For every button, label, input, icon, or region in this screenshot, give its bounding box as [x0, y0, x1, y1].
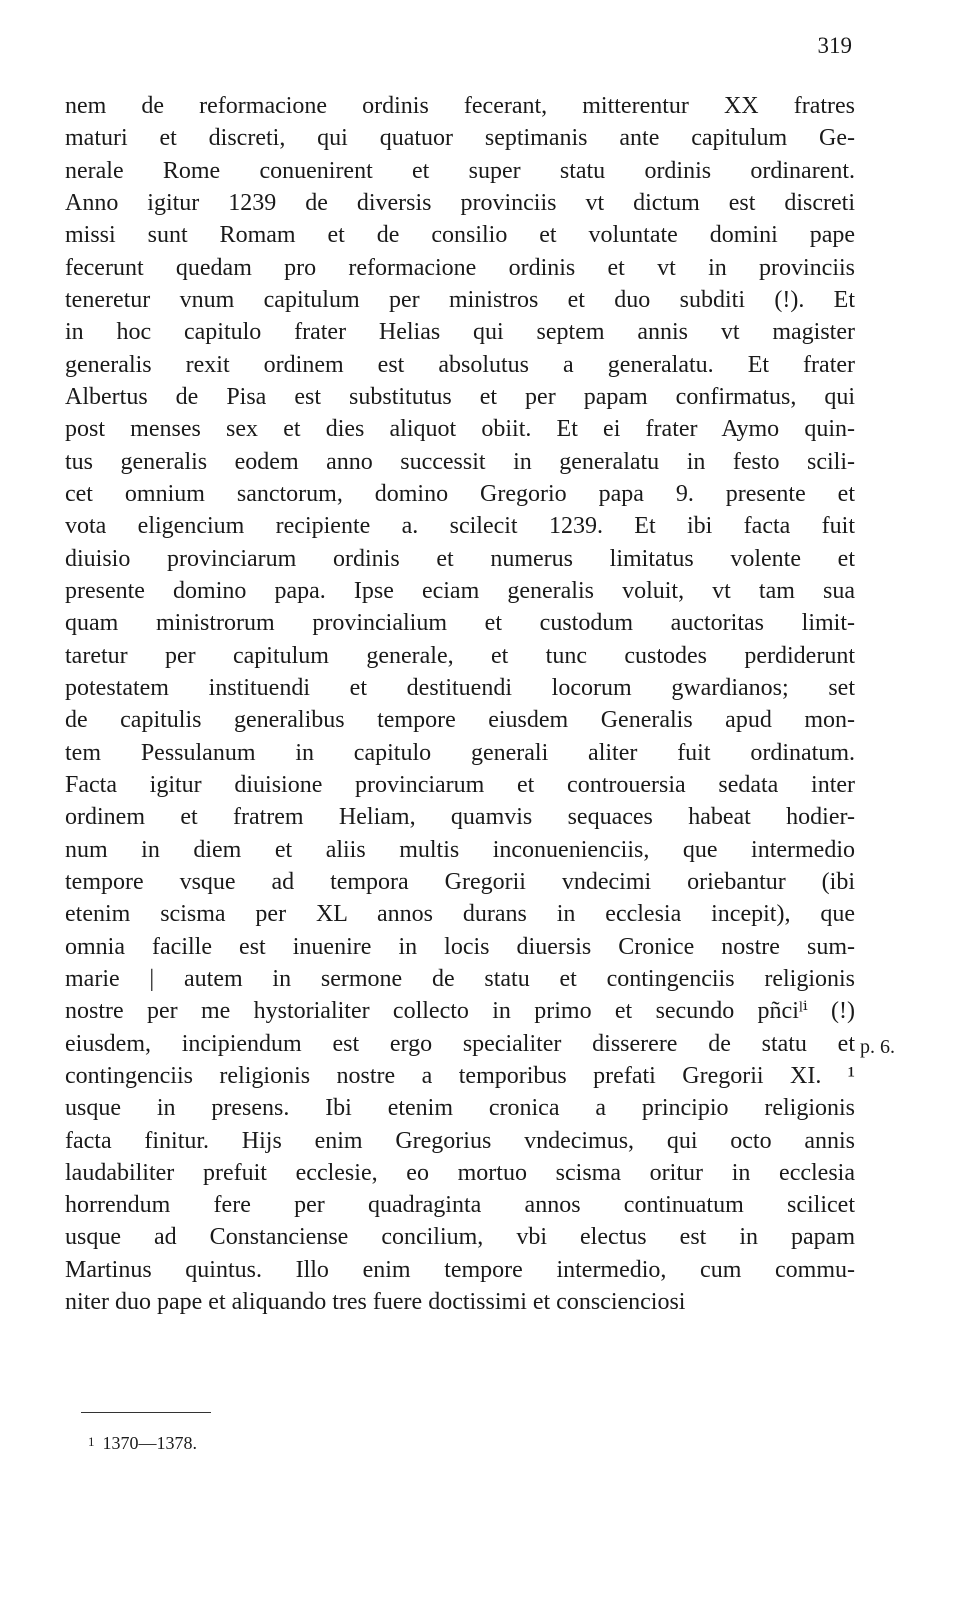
text-line: post menses sex et dies aliquot obiit. Et ei frater Aymo quin- — [65, 416, 855, 443]
text-line: in hoc capitulo frater Helias qui septem annis vt magister — [65, 319, 855, 346]
text-line: marie | autem in sermone de statu et contingenciis religionis — [65, 965, 855, 992]
text-line: Albertus de Pisa est substitutus et per papam confirmatus, qui — [65, 383, 855, 410]
text-line: potestatem instituendi et destituendi locorum gwardianos; set — [65, 674, 855, 701]
text-line: contingenciis religionis nostre a temporibus prefati Gregorii XI. ¹ — [65, 1062, 855, 1089]
text-line: Facta igitur diuisione provinciarum et controuersia sedata inter — [65, 771, 855, 798]
text-line: horrendum fere per quadraginta annos continuatum scilicet — [65, 1192, 855, 1219]
text-line: omnia facille est inuenire in locis diuersis Cronice nostre sum- — [65, 933, 855, 960]
text-line: Anno igitur 1239 de diversis provinciis vt dictum est discreti — [65, 189, 855, 216]
text-line: tempore vsque ad tempora Gregorii vndecimi oriebantur (ibi — [65, 868, 855, 895]
text-line: etenim scisma per XL annos durans in ecclesia incepit), que — [65, 901, 855, 928]
text-line: nostre per me hystorialiter collecto in primo et secundo pñciˡⁱ (!) — [65, 998, 855, 1025]
text-line: num in diem et aliis multis inconuenienciis, que intermedio — [65, 836, 855, 863]
text-line: nerale Rome conuenirent et super statu ordinis ordinarent. — [65, 157, 855, 184]
text-line: nem de reformacione ordinis fecerant, mitterentur XX fratres — [65, 93, 855, 119]
text-line: usque ad Constanciense concilium, vbi electus est in papam — [65, 1224, 855, 1251]
text-line: Martinus quintus. Illo enim tempore intermedio, cum commu- — [65, 1256, 855, 1283]
text-line: facta finitur. Hijs enim Gregorius vndecimus, qui octo annis — [65, 1127, 855, 1154]
text-line: de capitulis generalibus tempore eiusdem Generalis apud mon- — [65, 707, 855, 734]
text-line: tus generalis eodem anno successit in generalatu in festo scili- — [65, 448, 855, 475]
body-text — [65, 90, 855, 1318]
text-line: teneretur vnum capitulum per ministros et duo subditi (!). Et — [65, 286, 855, 313]
text-line: eiusdem, incipiendum est ergo specialiter disserere de statu et — [65, 1030, 855, 1057]
text-line: vota eligencium recipiente a. scilecit 1239. Et ibi facta fuit — [65, 513, 855, 540]
text-line: taretur per capitulum generale, et tunc custodes perdiderunt — [65, 642, 855, 669]
page-number: 319 — [817, 33, 852, 58]
footnote-marker: 1 — [88, 1434, 95, 1449]
footnote-text: 1370—1378. — [102, 1433, 197, 1453]
text-line: generalis rexit ordinem est absolutus a generalatu. Et frater — [65, 351, 855, 378]
footnote-rule — [81, 1412, 211, 1413]
text-line: niter duo pape et aliquando tres fuere doctissimi et conscienciosi — [65, 1289, 686, 1316]
text-line: tem Pessulanum in capitulo generali aliter fuit ordinatum. — [65, 739, 855, 766]
text-line: diuisio provinciarum ordinis et numerus limitatus volente et — [65, 545, 855, 572]
text-line: ordinem et fratrem Heliam, quamvis sequaces habeat hodier- — [65, 804, 855, 831]
text-line: quam ministrorum provincialium et custodum auctoritas limit- — [65, 610, 855, 637]
text-line: usque in presens. Ibi etenim cronica a principio religionis — [65, 1095, 855, 1122]
text-line: fecerunt quedam pro reformacione ordinis et vt in provinciis — [65, 254, 855, 281]
text-line: laudabiliter prefuit ecclesie, eo mortuo scisma oritur in ecclesia — [65, 1159, 855, 1186]
margin-note: p. 6. — [860, 1036, 895, 1058]
footnote — [88, 1433, 197, 1454]
text-line: cet omnium sanctorum, domino Gregorio papa 9. presente et — [65, 480, 855, 507]
text-line: missi sunt Romam et de consilio et voluntate domini pape — [65, 222, 855, 249]
text-line: maturi et discreti, qui quatuor septimanis ante capitulum Ge- — [65, 125, 855, 152]
text-line: presente domino papa. Ipse eciam generalis voluit, vt tam sua — [65, 577, 855, 604]
